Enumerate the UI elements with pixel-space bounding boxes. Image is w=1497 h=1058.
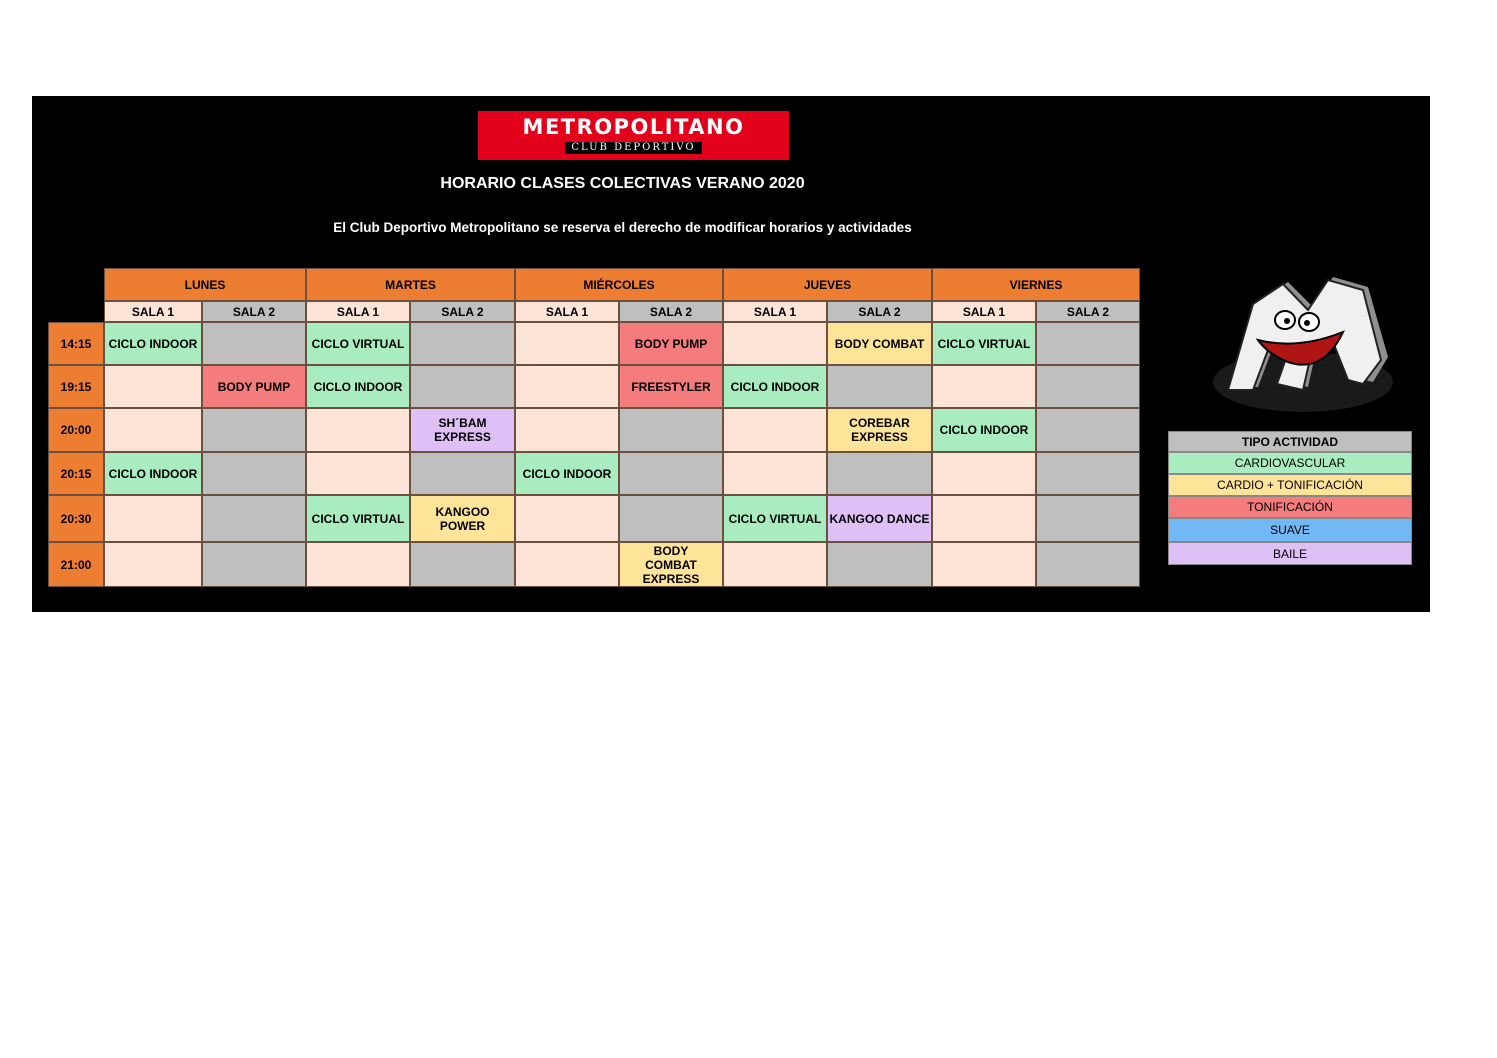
empty-cell [515, 322, 619, 365]
room-header: SALA 1 [306, 301, 410, 322]
room-header: SALA 1 [723, 301, 827, 322]
empty-cell [827, 452, 932, 495]
logo-sub-text: CLUB DEPORTIVO [565, 142, 701, 154]
empty-cell [306, 542, 410, 587]
day-header: JUEVES [723, 268, 932, 301]
room-header: SALA 1 [932, 301, 1036, 322]
empty-cell [932, 452, 1036, 495]
empty-cell [1036, 365, 1140, 408]
class-cell: CICLO INDOOR [306, 365, 410, 408]
room-header: SALA 2 [619, 301, 723, 322]
class-cell: KANGOO DANCE [827, 495, 932, 542]
time-slot: 21:00 [48, 542, 104, 587]
legend-item: CARDIOVASCULAR [1168, 452, 1412, 474]
empty-cell [723, 542, 827, 587]
empty-cell [104, 542, 202, 587]
empty-cell [932, 542, 1036, 587]
empty-cell [202, 495, 306, 542]
room-header: SALA 2 [827, 301, 932, 322]
room-header: SALA 2 [202, 301, 306, 322]
empty-cell [723, 322, 827, 365]
empty-cell [515, 365, 619, 408]
legend-item: BAILE [1168, 542, 1412, 565]
legend-heading: TIPO ACTIVIDAD [1168, 431, 1412, 452]
empty-cell [1036, 452, 1140, 495]
class-cell: BODY COMBAT EXPRESS [619, 542, 723, 587]
empty-cell [306, 452, 410, 495]
room-header: SALA 1 [104, 301, 202, 322]
empty-cell [619, 408, 723, 452]
empty-cell [827, 365, 932, 408]
empty-cell [104, 365, 202, 408]
time-slot: 14:15 [48, 322, 104, 365]
class-cell: KANGOO POWER [410, 495, 515, 542]
class-cell: CICLO INDOOR [723, 365, 827, 408]
empty-cell [410, 542, 515, 587]
class-cell: FREESTYLER [619, 365, 723, 408]
empty-cell [410, 365, 515, 408]
class-cell: CICLO INDOOR [104, 322, 202, 365]
class-cell: BODY COMBAT [827, 322, 932, 365]
day-header: MIÉRCOLES [515, 268, 723, 301]
empty-cell [515, 495, 619, 542]
room-header: SALA 2 [410, 301, 515, 322]
room-header: SALA 2 [1036, 301, 1140, 322]
empty-cell [619, 495, 723, 542]
class-cell: SH´BAM EXPRESS [410, 408, 515, 452]
page-title: HORARIO CLASES COLECTIVAS VERANO 2020 [440, 175, 805, 192]
mascot-letter-m-icon [1203, 262, 1410, 417]
class-cell: CICLO INDOOR [515, 452, 619, 495]
time-slot: 20:00 [48, 408, 104, 452]
empty-cell [932, 495, 1036, 542]
class-cell: COREBAR EXPRESS [827, 408, 932, 452]
legend-item: SUAVE [1168, 518, 1412, 542]
empty-cell [515, 542, 619, 587]
legend-item: CARDIO + TONIFICACIÓN [1168, 474, 1412, 496]
empty-cell [1036, 408, 1140, 452]
empty-cell [1036, 495, 1140, 542]
page-subtitle: El Club Deportivo Metropolitano se reserva el derecho de modificar horarios y actividades [333, 220, 912, 235]
empty-cell [104, 408, 202, 452]
empty-cell [932, 365, 1036, 408]
empty-cell [306, 408, 410, 452]
time-slot: 19:15 [48, 365, 104, 408]
empty-cell [202, 322, 306, 365]
class-cell: BODY PUMP [619, 322, 723, 365]
day-header: LUNES [104, 268, 306, 301]
empty-cell [104, 495, 202, 542]
empty-cell [202, 542, 306, 587]
empty-cell [1036, 542, 1140, 587]
time-slot: 20:30 [48, 495, 104, 542]
empty-cell [202, 408, 306, 452]
empty-cell [410, 322, 515, 365]
club-logo [478, 111, 789, 160]
empty-cell [1036, 322, 1140, 365]
day-header: MARTES [306, 268, 515, 301]
class-cell: CICLO INDOOR [932, 408, 1036, 452]
empty-cell [202, 452, 306, 495]
class-cell: CICLO INDOOR [104, 452, 202, 495]
room-header: SALA 1 [515, 301, 619, 322]
logo-main-text: METROPOLITANO [522, 115, 745, 139]
time-slot: 20:15 [48, 452, 104, 495]
empty-cell [723, 452, 827, 495]
class-cell: CICLO VIRTUAL [932, 322, 1036, 365]
legend-item: TONIFICACIÓN [1168, 496, 1412, 518]
empty-cell [827, 542, 932, 587]
empty-cell [723, 408, 827, 452]
class-cell: CICLO VIRTUAL [306, 495, 410, 542]
class-cell: CICLO VIRTUAL [723, 495, 827, 542]
class-cell: BODY PUMP [202, 365, 306, 408]
class-cell: CICLO VIRTUAL [306, 322, 410, 365]
empty-cell [619, 452, 723, 495]
empty-cell [410, 452, 515, 495]
day-header: VIERNES [932, 268, 1140, 301]
empty-cell [515, 408, 619, 452]
